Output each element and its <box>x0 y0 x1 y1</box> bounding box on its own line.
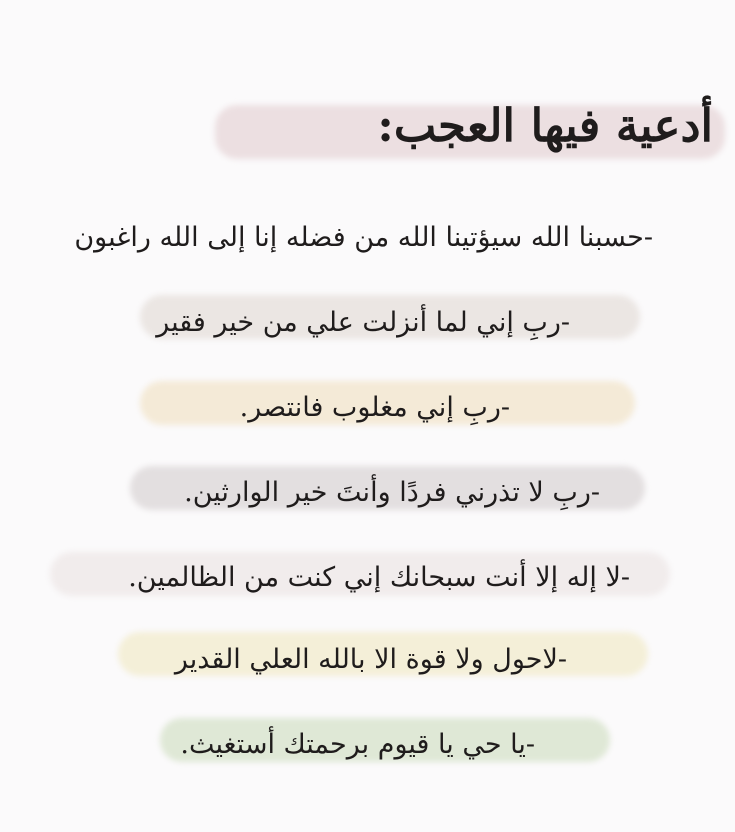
page-title: أدعية فيها العجب: <box>377 99 713 152</box>
prayer-line-6: -لاحول ولا قوة الا بالله العلي القدير <box>174 644 567 675</box>
prayer-line-5: -لا إله إلا أنت سبحانك إني كنت من الظالمين. <box>128 562 630 593</box>
prayer-line-3: -ربِ إني مغلوب فانتصر. <box>239 392 510 423</box>
prayer-line-2: -ربِ إني لما أنزلت علي من خير فقير <box>156 307 570 338</box>
prayer-line-4: -ربِ لا تذرني فردًا وأنتَ خير الوارثين. <box>184 477 600 508</box>
prayer-line-7: -يا حي يا قيوم برحمتك أستغيث. <box>180 729 535 760</box>
prayer-line-1: -حسبنا الله سيؤتينا الله من فضله إنا إلى الله راغبون <box>74 222 653 253</box>
